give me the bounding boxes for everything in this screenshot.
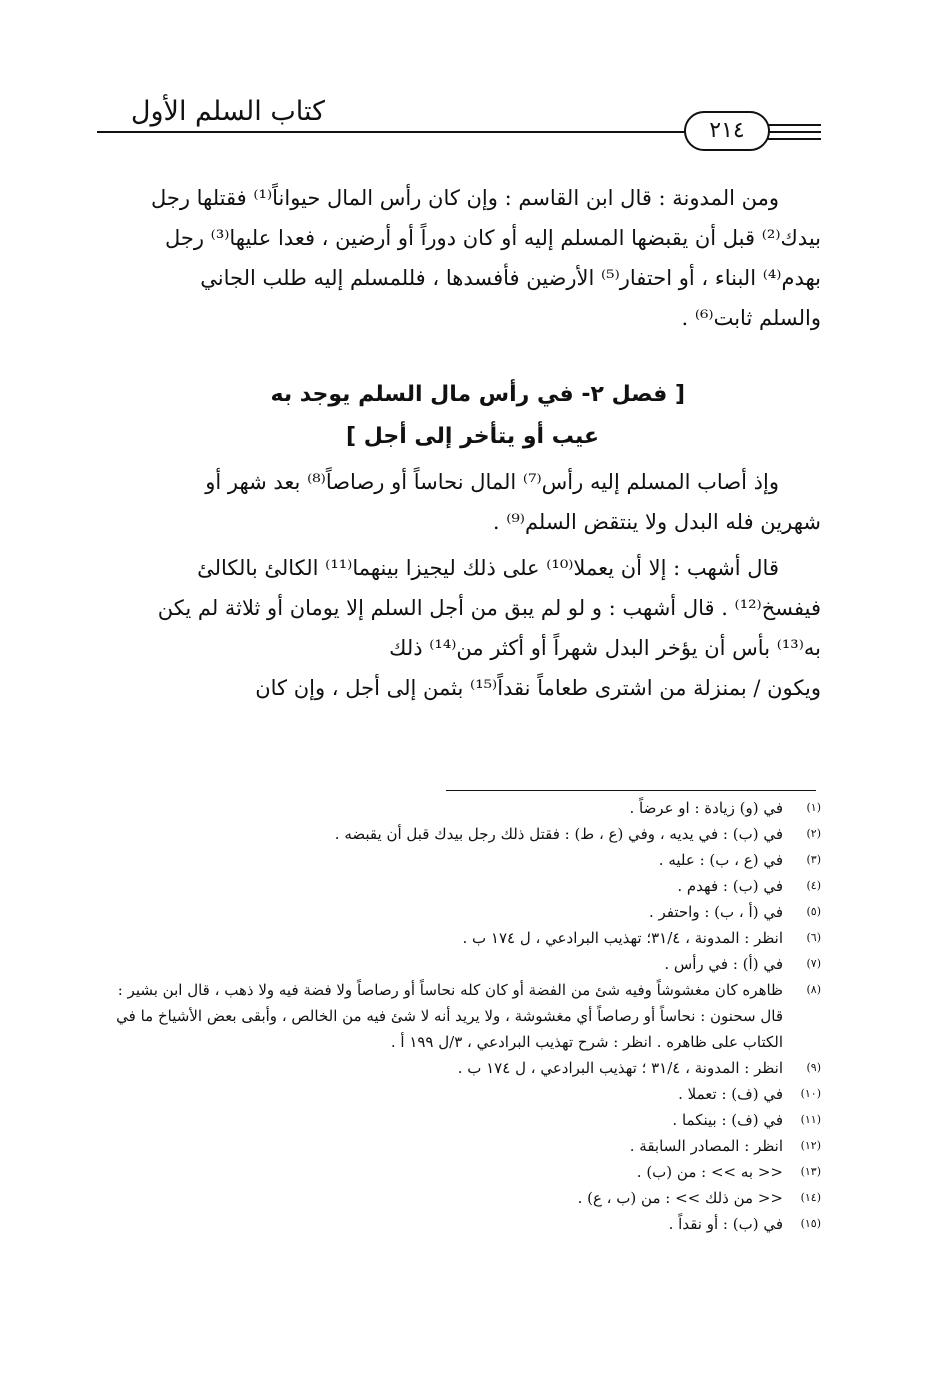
footnote-text: ظاهره كان مغشوشاً وفيه شئ من الفضة أو كان كله نحاساً أو رصاصاً ولا فضة فيه ولا ذهب ، قال ابن بشير : قال سحنون : نحاساً أو رصاصاً أي مغشوشة ، ولا يريد أنه لا شئ فيه من الخالص ، وأبقى بعض الأشياخ ما في الكتاب على ظاهره . انظر : شرح تهذيب البرادعي ، ٣/ل ١٩٩ أ . [116, 981, 783, 1051]
text-line: فيفسخ⁽¹²⁾ . قال أشهب : و لو لم يبق من أجل السلم إلا يومان أو ثلاثة لم يكن [157, 596, 821, 620]
footnote-number: (٩) [806, 1061, 821, 1074]
running-header-title: كتاب السلم الأول [130, 96, 325, 127]
footnote [97, 821, 821, 847]
footnote-number: (٤) [806, 879, 821, 892]
footnote-number: (١) [806, 801, 821, 814]
header-rule-ornament [765, 131, 821, 133]
footnote-text: في (ف) : بينكما . [672, 1111, 783, 1129]
paragraph-2 [97, 462, 821, 542]
text-line: بهدم⁽⁴⁾ البناء ، أو احتفار⁽⁵⁾ الأرضين فأفسدها ، فللمسلم إليه طلب الجاني [200, 266, 821, 290]
footnote-number: (٧) [806, 957, 821, 970]
footnote-text: في (أ) : في رأس . [664, 955, 783, 973]
footnote-number: (١٢) [800, 1139, 821, 1152]
footnote-number: (١١) [800, 1113, 821, 1126]
footnote [97, 873, 821, 899]
footnote-number: (١٠) [800, 1087, 821, 1100]
footnote-text: << به >> : من (ب) . [636, 1163, 783, 1181]
footnote-number: (٣) [806, 853, 821, 866]
footnote [97, 925, 821, 951]
footnote [97, 847, 821, 873]
footnote [97, 977, 821, 1055]
section-heading-line-1: [ فصل ٢- في رأس مال السلم يوجد به [270, 382, 685, 407]
footnote-number: (٦) [806, 931, 821, 944]
footnote [97, 1185, 821, 1211]
paragraph-1 [97, 178, 821, 338]
footnote [97, 795, 821, 821]
text-line: قال أشهب : إلا أن يعملا⁽¹⁰⁾ على ذلك ليجيزا بينهما⁽¹¹⁾ الكالئ بالكالئ [197, 556, 779, 580]
footnote-text: انظر : المدونة ، ٣١/٤ ؛ تهذيب البرادعي ، ل ١٧٤ ب . [457, 1059, 783, 1077]
footnote-text: في (ع ، ب) : عليه . [658, 851, 783, 869]
footnote-text: في (أ ، ب) : واحتفر . [648, 903, 783, 921]
footnote [97, 1159, 821, 1185]
text-line: شهرين فله البدل ولا ينتقض السلم⁽⁹⁾ . [492, 510, 821, 534]
footnote-number: (١٥) [800, 1217, 821, 1230]
footnote-number: (٥) [806, 905, 821, 918]
footnote [97, 1055, 821, 1081]
text-line: به⁽¹³⁾ بأس أن يؤخر البدل شهراً أو أكثر من⁽¹⁴⁾ ذلك [389, 636, 821, 660]
footnote-text: في (ب) : فهدم . [677, 877, 783, 895]
footnote-text: في (ب) : في يديه ، وفي (ع ، ط) : فقتل ذلك رجل بيدك قبل أن يقبضه . [334, 825, 783, 843]
footnote [97, 951, 821, 977]
footnote [97, 1081, 821, 1107]
text-line: ويكون / بمنزلة من اشترى طعاماً نقداً⁽¹⁵⁾ بثمن إلى أجل ، وإن كان [255, 676, 821, 700]
footnote [97, 899, 821, 925]
footnote [97, 1133, 821, 1159]
footnote-text: في (و) زيادة : او عرضاً . [629, 799, 783, 817]
footnote-text: في (ب) : أو نقداً . [668, 1215, 783, 1233]
footnote-number: (٨) [806, 983, 821, 996]
footnote-number: (١٤) [800, 1191, 821, 1204]
footnotes [97, 795, 821, 1237]
text-line: وإذ أصاب المسلم إليه رأس⁽⁷⁾ المال نحاساً أو رصاصاً⁽⁸⁾ بعد شهر أو [205, 470, 779, 494]
footnote-text: انظر : المدونة ، ٣١/٤؛ تهذيب البرادعي ، ل ١٧٤ ب . [462, 929, 783, 947]
footnote-separator [446, 790, 816, 791]
footnote-text: في (ف) : تعملا . [678, 1085, 783, 1103]
text-line: بيدك⁽²⁾ قبل أن يقبضها المسلم إليه أو كان دوراً أو أرضين ، فعدا عليها⁽³⁾ رجل [164, 226, 821, 250]
footnote [97, 1211, 821, 1237]
footnote-number: (٢) [806, 827, 821, 840]
paragraph-3 [97, 548, 821, 708]
page-number: ٢١٤ [684, 111, 770, 151]
footnote-text: << من ذلك >> : من (ب ، ع) . [577, 1189, 783, 1207]
section-heading-line-2: عيب أو يتأخر إلى أجل ] [346, 424, 599, 449]
text-line: ومن المدونة : قال ابن القاسم : وإن كان رأس المال حيواناً⁽¹⁾ فقتلها رجل [150, 186, 779, 210]
header-rule [97, 131, 685, 133]
text-line: والسلم ثابت⁽⁶⁾ . [681, 306, 821, 330]
footnote-number: (١٣) [800, 1165, 821, 1178]
footnote [97, 1107, 821, 1133]
header-rule-ornament [765, 124, 821, 126]
footnote-text: انظر : المصادر السابقة . [629, 1137, 783, 1155]
header-rule-ornament [765, 138, 821, 140]
